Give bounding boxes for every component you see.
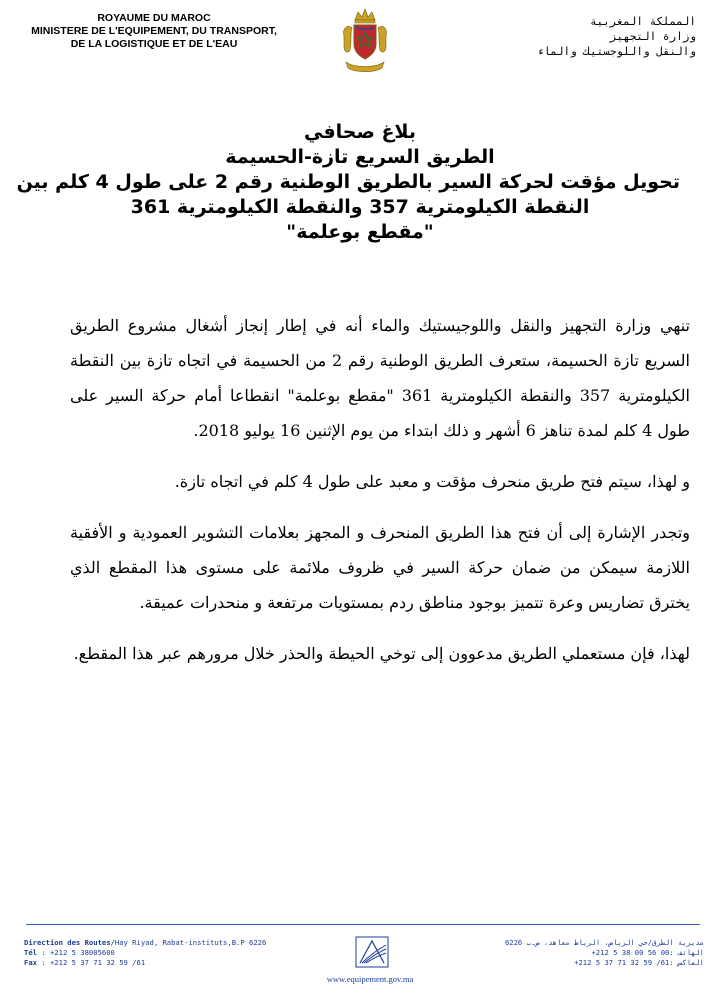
paragraph-caution: لهذا، فإن مستعملي الطريق مدعوون إلى توخي الحيطة والحذر خلال مرورهم عبر هذا المقطع.	[73, 644, 690, 663]
footer-ar-fax: الفاكس :61/ 59 32 71 37 5 212+	[574, 958, 704, 967]
title-diversion: تحويل مؤقت لحركة السير بالطريق الوطنية رقم 2 على طول 4 كلم بين	[16, 171, 680, 193]
press-release-body	[70, 308, 690, 687]
letterhead-ar-ministry-line2: والنقل واللوجستيك والماء	[537, 45, 696, 58]
letterhead-ar-kingdom: المملكة المغربية	[590, 15, 696, 28]
footer-website-link[interactable]: www.equipement.gov.ma	[326, 974, 414, 984]
footer-address-french	[24, 938, 344, 968]
letterhead-ministry-line1: MINISTERE DE L'EQUIPEMENT, DU TRANSPORT,	[31, 25, 277, 37]
paragraph-announcement: تنهي وزارة التجهيز والنقل واللوجيستيك والماء أنه في إطار إنجاز أشغال مشروع الطريق السريع تازة الحسيمة، ستعرف الطريق الوطنية رقم 2 من الحسيمة في اتجاه تازة بين النقطة الكيلومترية 357 والنقطة الكيلومترية 361 "مقطع بوعلمة" انقطاعا أمام حركة السير على طول 4 كلم لمدة تناهز 6 أشهر و ذلك ابتداء من يوم الإثنين 16 يوليو 2018.	[70, 316, 691, 440]
paragraph-detour: و لهذا، سيتم فتح طريق منحرف مؤقت و معبد على طول 4 كلم في اتجاه تازة.	[174, 472, 690, 491]
footer-direction-label: Direction des Routes/	[24, 938, 115, 947]
title-section-name: "مقطع بوعلمة"	[286, 221, 434, 243]
footer-ar-tel: الهاتف :00 56 00 38 5 212+	[591, 948, 704, 957]
footer-ar-address: مديرية الطرق/حي الرياض، الرباط معاهد، ص.ب 6226	[504, 938, 704, 947]
footer-fax: : +212 5 37 71 32 59 /61	[36, 958, 146, 967]
footer-fax-label: Fax	[24, 958, 37, 967]
title-expressway: الطريق السريع تازة-الحسيمة	[225, 146, 495, 168]
footer-address-arabic	[404, 938, 704, 968]
footer-tel: : +212 5 38005600	[36, 948, 115, 957]
letterhead-ar-ministry-line1: وزارة التجهيز	[609, 30, 696, 43]
letterhead-french	[20, 12, 288, 51]
coat-of-arms-icon	[340, 6, 390, 76]
title-press-release: بلاغ صحافي	[303, 121, 416, 143]
press-release-title	[16, 120, 680, 245]
footer-address: Hay Riyad, Rabat-instituts,B.P 6226	[114, 938, 267, 947]
letterhead-kingdom: ROYAUME DU MAROC	[97, 12, 211, 24]
letterhead-arabic	[456, 14, 696, 59]
paragraph-signage: وتجدر الإشارة إلى أن فتح هذا الطريق المنحرف و المجهز بعلامات التشوير العمودية و الأفقية اللازمة سيمكن من ضمان حركة السير في ظروف ملائمة على مستوى هذا المقطع الذي يخترق تضاريس وعرة تتميز بوجود مناطق ردم بمستويات مرتفعة و منحدرات عميقة.	[70, 523, 690, 612]
footer-tel-label: Tél	[24, 948, 37, 957]
footer-divider	[26, 924, 700, 925]
ministry-logo-icon	[352, 935, 392, 969]
letterhead-ministry-line2: DE LA LOGISTIQUE ET DE L'EAU	[70, 38, 238, 50]
title-kilometers: النقطة الكيلومترية 357 والنقطة الكيلومترية 361	[130, 196, 590, 218]
